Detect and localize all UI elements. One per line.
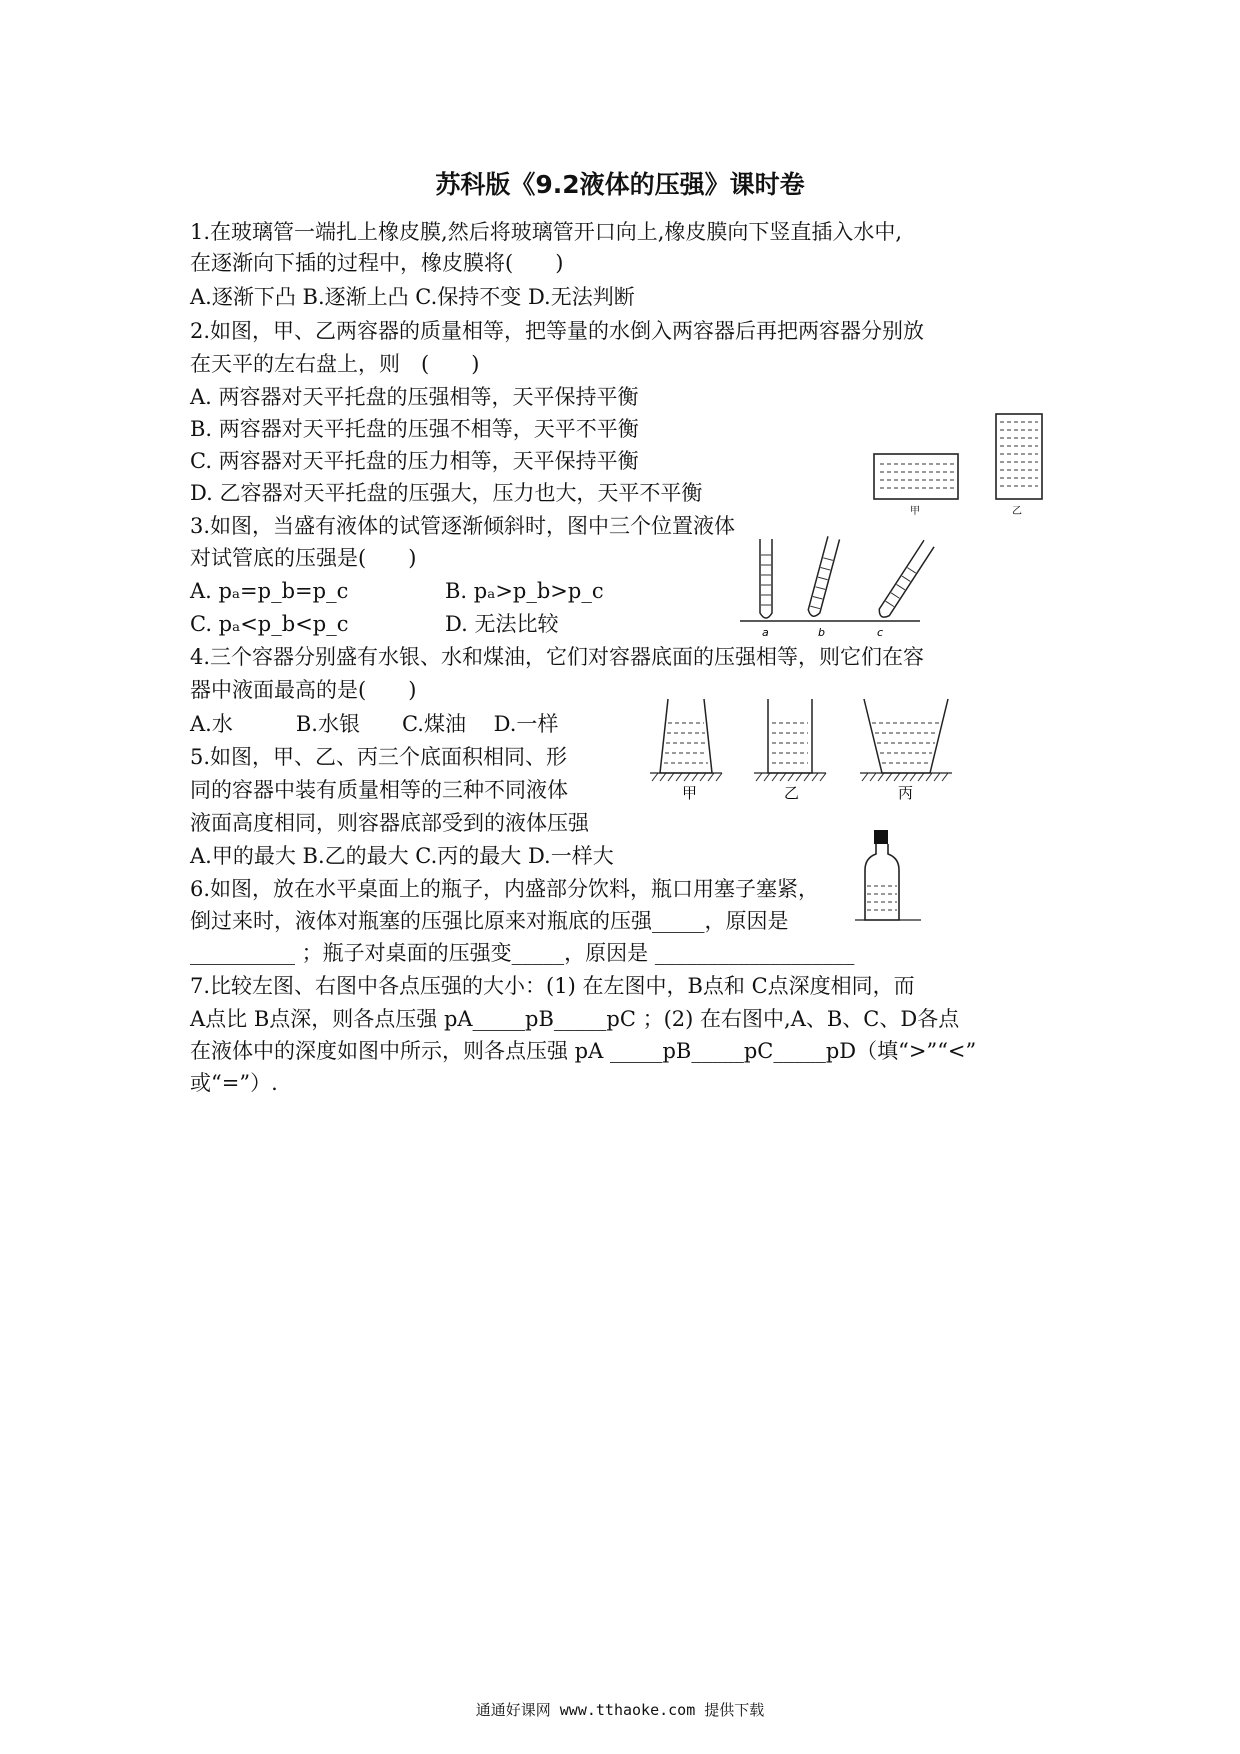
q6-stem-line3: __________ ；瓶子对桌面的压强变_____，原因是 ___________________ — [190, 941, 855, 965]
q3-option-d: D. 无法比较 — [445, 612, 559, 636]
q1-stem-line2: 在逐渐向下插的过程中，橡皮膜将( ) — [190, 251, 564, 275]
q5-stem-line3: 液面高度相同，则容器底部受到的液体压强 — [190, 811, 589, 835]
footer-source: 通通好课网 www.tthaoke.com 提供下载 — [475, 1701, 765, 1719]
q3-stem-line2: 对试管底的压强是( ) — [190, 546, 417, 570]
q7-stem-line2: A点比 B点深，则各点压强 pA_____pB_____pC ；(2) 在右图中,A、B、C、D各点 — [190, 1007, 960, 1031]
q3-label-a: a — [762, 626, 769, 639]
q7-stem-line1: 7.比较左图、右图中各点压强的大小：(1) 在左图中，B点和 C点深度相同，而 — [190, 974, 915, 998]
q3-test-tubes-figure — [740, 535, 930, 645]
q1-options: A.逐渐下凸 B.逐渐上凸 C.保持不变 D.无法判断 — [190, 285, 635, 309]
q5-stem-line2: 同的容器中装有质量相等的三种不同液体 — [190, 778, 568, 802]
q2-option-a: A. 两容器对天平托盘的压强相等，天平保持平衡 — [190, 385, 639, 409]
q3-label-c: c — [877, 626, 884, 639]
q6-bottle-figure — [855, 828, 925, 926]
q5-stem-line1: 5.如图，甲、乙、丙三个底面积相同、形 — [190, 745, 568, 769]
q1-stem-line1: 1.在玻璃管一端扎上橡皮膜,然后将玻璃管开口向上,橡皮膜向下竖直插入水中, — [190, 220, 903, 244]
q3-option-c: C. pₐ<p_b<p_c — [190, 612, 349, 636]
q2-containers-figure — [870, 408, 1060, 518]
q2-label-yi: 乙 — [1012, 506, 1022, 517]
q6-stem-line1: 6.如图，放在水平桌面上的瓶子，内盛部分饮料，瓶口用塞子塞紧， — [190, 877, 820, 901]
q4-stem-line2: 器中液面最高的是( ) — [190, 678, 417, 702]
page-title: 苏科版《9.2液体的压强》课时卷 — [435, 170, 805, 199]
q2-option-d: D. 乙容器对天平托盘的压强大，压力也大，天平不平衡 — [190, 481, 703, 505]
q2-label-jia: 甲 — [910, 506, 920, 517]
q5-label-bing: 丙 — [898, 784, 914, 802]
q5-containers-figure — [650, 695, 960, 805]
q4-options: A.水 B.水银 C.煤油 D.一样 — [190, 712, 559, 736]
q3-option-a: A. pₐ=p_b=p_c — [190, 579, 349, 603]
q5-label-yi: 乙 — [784, 784, 800, 802]
q5-label-jia: 甲 — [682, 784, 698, 802]
q3-option-b: B. pₐ>p_b>p_c — [445, 579, 604, 603]
q6-stem-line2: 倒过来时，液体对瓶塞的压强比原来对瓶底的压强_____，原因是 — [190, 909, 789, 933]
q7-stem-line3: 在液体中的深度如图中所示，则各点压强 pA _____pB_____pC_____pD（填“>”“<” — [190, 1039, 977, 1063]
q2-option-b: B. 两容器对天平托盘的压强不相等，天平不平衡 — [190, 417, 639, 441]
q4-stem-line1: 4.三个容器分别盛有水银、水和煤油，它们对容器底面的压强相等，则它们在容 — [190, 645, 925, 669]
q3-label-b: b — [818, 626, 825, 639]
q5-options: A.甲的最大 B.乙的最大 C.丙的最大 D.一样大 — [190, 844, 614, 868]
q2-option-c: C. 两容器对天平托盘的压力相等，天平保持平衡 — [190, 449, 639, 473]
q2-stem-line1: 2.如图，甲、乙两容器的质量相等，把等量的水倒入两容器后再把两容器分别放 — [190, 319, 925, 343]
q3-stem-line1: 3.如图，当盛有液体的试管逐渐倾斜时，图中三个位置液体 — [190, 514, 736, 538]
q7-stem-line4: 或“=”）. — [190, 1071, 278, 1095]
q2-stem-line2: 在天平的左右盘上，则 ( ) — [190, 352, 480, 376]
